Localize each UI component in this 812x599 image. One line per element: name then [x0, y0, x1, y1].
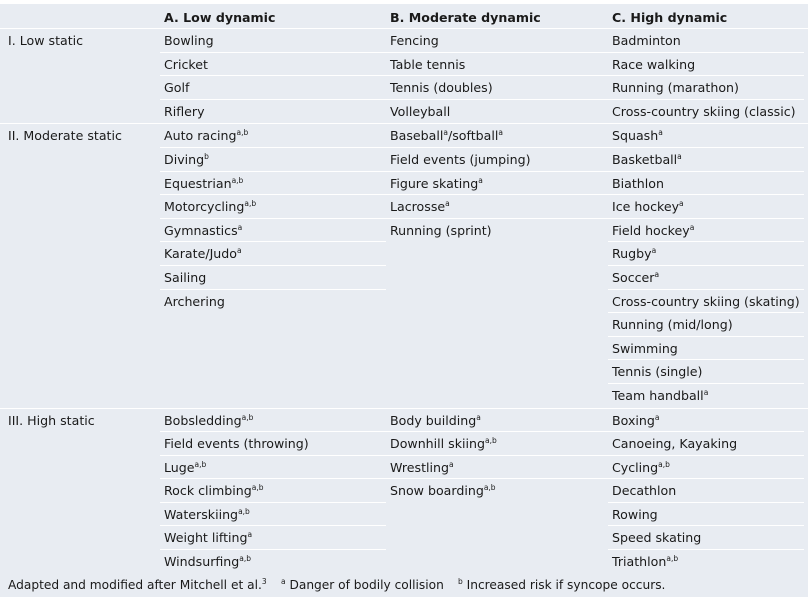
sport-cell — [160, 53, 386, 77]
sport-cell — [160, 219, 386, 243]
sport-name: Sailing — [164, 269, 207, 285]
sport-name: Bobsledding — [164, 412, 242, 428]
footnote-a: $^a$ Danger of bodily collision — [281, 577, 444, 592]
sport-name: Biathlon — [612, 175, 664, 191]
sport-cell — [608, 266, 804, 290]
sport-name: Field events (jumping) — [390, 151, 531, 167]
sport-cell — [608, 195, 804, 219]
static-group-label: I. Low static — [8, 33, 84, 48]
sport-name: Fencing — [390, 33, 439, 48]
sport-cell — [608, 219, 804, 243]
sport-column-c — [608, 29, 804, 123]
sport-footnote-mark: a,b — [239, 554, 252, 564]
sport-cell — [160, 479, 386, 503]
sport-cell — [608, 550, 804, 574]
sport-cell — [386, 195, 608, 219]
sport-cell — [608, 76, 804, 100]
sport-column-b — [386, 124, 608, 407]
sport-footnote-mark: a,b — [251, 483, 264, 493]
sport-name: Rugby — [612, 246, 652, 262]
sports-classification-table — [0, 4, 808, 575]
sport-column-a — [160, 124, 386, 407]
sport-name: Riflery — [164, 103, 205, 119]
sport-footnote-mark: a — [654, 269, 660, 279]
sport-name: Equestrian — [164, 175, 232, 191]
sport-name: Bowling — [164, 33, 214, 48]
sport-cell — [608, 526, 804, 550]
sport-name: Motorcycling — [164, 199, 245, 215]
sport-cell — [608, 148, 804, 172]
sport-cell — [160, 409, 386, 433]
sport-footnote-mark: a — [651, 246, 657, 256]
sport-cell — [160, 172, 386, 196]
sport-cell — [608, 313, 804, 337]
sport-column-b — [386, 29, 608, 123]
sport-name: Body building — [390, 412, 477, 428]
table-body — [0, 29, 808, 575]
sport-cell — [608, 53, 804, 77]
sport-name: Team handball — [612, 387, 704, 403]
sport-name: Diving — [164, 151, 205, 167]
sport-footnote-mark: a,b — [666, 554, 679, 564]
sport-cell — [386, 219, 608, 243]
static-group-label: III. High static — [8, 412, 95, 428]
sport-cell — [160, 432, 386, 456]
column-header-low-dynamic: A. Low dynamic — [164, 10, 276, 25]
sport-footnote-mark: a,b — [483, 483, 496, 493]
static-group-row — [0, 29, 808, 124]
sport-cell — [160, 456, 386, 480]
sport-name: Auto racing — [164, 128, 237, 144]
sport-column-a — [160, 409, 386, 574]
sport-name: Volleyball — [390, 103, 451, 119]
sport-footnote-mark: a,b — [658, 459, 670, 469]
sport-name: Running (sprint) — [390, 222, 492, 238]
static-group-label: II. Moderate static — [8, 128, 122, 144]
sport-name: Golf — [164, 80, 190, 96]
sport-cell — [160, 124, 386, 148]
sport-column-c — [608, 409, 804, 574]
sport-cell — [608, 172, 804, 196]
sport-cell — [608, 456, 804, 480]
column-header-high-dynamic: C. High dynamic — [612, 10, 728, 25]
sport-name: Table tennis — [390, 56, 466, 72]
sport-cell — [160, 266, 386, 290]
sport-cell — [608, 337, 804, 361]
sport-name: Gymnastics — [164, 222, 238, 238]
sport-cell — [386, 172, 608, 196]
sport-cell — [160, 290, 386, 314]
sport-name: Archering — [164, 293, 225, 309]
sport-cell — [608, 432, 804, 456]
sport-name: Downhill skiing — [390, 436, 485, 452]
sport-cell — [160, 242, 386, 266]
sport-cell — [608, 29, 804, 53]
sport-cell — [160, 100, 386, 124]
table-footnote — [0, 573, 808, 597]
sport-cell — [608, 409, 804, 433]
sport-footnote-mark: a — [237, 222, 243, 232]
sport-footnote-mark: a — [689, 222, 695, 232]
sport-name: Squash — [612, 128, 659, 144]
sport-footnote-mark: a — [679, 199, 684, 209]
sport-cell — [386, 76, 608, 100]
sport-footnote-mark: a,b — [236, 128, 249, 138]
sport-column-c — [608, 124, 804, 407]
sport-name: Cross-country skiing (classic) — [612, 103, 796, 119]
sport-cell — [608, 479, 804, 503]
sport-name: Figure skating — [390, 175, 479, 191]
sport-name: Luge — [164, 459, 195, 475]
sport-name: Lacrosse — [390, 199, 446, 215]
sport-name: Karate/Judo — [164, 246, 237, 262]
sport-footnote-mark: a — [476, 412, 481, 422]
sport-name: Ice hockey — [612, 199, 680, 215]
static-group-row — [0, 124, 808, 408]
sport-cell — [608, 384, 804, 408]
sport-cell — [160, 29, 386, 53]
sport-cell — [608, 100, 804, 124]
sport-cell — [386, 124, 608, 148]
sport-name: Tennis (single) — [612, 364, 703, 380]
sport-cell — [386, 456, 608, 480]
sport-footnote-mark: a — [677, 151, 682, 161]
sport-footnote-mark: a,b — [194, 459, 207, 469]
footnote-source: Adapted and modified after Mitchell et al.$^3$ — [8, 577, 267, 592]
sport-footnote-mark: a — [449, 459, 454, 469]
sport-name: Tennis (doubles) — [390, 80, 493, 96]
sport-cell — [160, 148, 386, 172]
sport-cell — [386, 479, 608, 503]
sport-footnote-mark: a,b — [231, 175, 244, 185]
sport-name: Cricket — [164, 56, 208, 72]
sport-footnote-mark: b — [204, 151, 209, 161]
sport-name: Field hockey — [612, 222, 690, 238]
sport-name: Snow boarding — [390, 483, 484, 499]
sport-footnote-mark: a — [703, 387, 709, 397]
sport-footnote-mark: a — [247, 530, 253, 540]
sport-cell — [386, 100, 608, 124]
sport-name: Cross-country skiing (skating) — [612, 293, 800, 309]
sport-cell — [386, 432, 608, 456]
table-header-row — [0, 4, 808, 29]
sport-cell — [160, 195, 386, 219]
sport-name: Rowing — [612, 506, 658, 522]
sport-footnote-mark: a,b — [485, 436, 497, 446]
sport-name: Badminton — [612, 33, 681, 48]
sport-cell — [160, 550, 386, 574]
sport-name: Speed skating — [612, 530, 702, 546]
sport-name-second: /softball — [448, 128, 499, 144]
sport-footnote-mark: a — [236, 246, 242, 256]
sport-name: Decathlon — [612, 483, 677, 499]
sport-name: Basketball — [612, 151, 678, 167]
sport-name: Canoeing, Kayaking — [612, 436, 738, 452]
sport-footnote-mark: a — [443, 128, 448, 138]
sport-footnote-mark: a — [445, 199, 450, 209]
sport-name: Race walking — [612, 56, 696, 72]
sport-name: Field events (throwing) — [164, 436, 309, 452]
sport-name: Triathlon — [612, 554, 667, 570]
sport-name: Running (mid/long) — [612, 317, 733, 333]
sport-footnote-mark: a,b — [241, 412, 254, 422]
sport-cell — [386, 409, 608, 433]
sport-cell — [160, 526, 386, 550]
sport-cell — [608, 360, 804, 384]
sport-cell — [386, 29, 608, 53]
sport-footnote-mark-second: a — [498, 128, 503, 138]
sport-name: Soccer — [612, 269, 655, 285]
footnote-b: $^b$ Increased risk if syncope occurs. — [458, 577, 666, 592]
sport-name: Rock climbing — [164, 483, 252, 499]
sport-name: Weight lifting — [164, 530, 248, 546]
sport-name: Cycling — [612, 459, 659, 475]
sport-column-b — [386, 409, 608, 574]
sport-cell — [608, 290, 804, 314]
static-group-row — [0, 409, 808, 575]
sport-name: Wrestling — [390, 459, 450, 475]
sport-name: Baseball — [390, 128, 444, 144]
sport-name: Boxing — [612, 412, 655, 428]
sport-name: Swimming — [612, 340, 678, 356]
sport-name: Waterskiing — [164, 506, 239, 522]
sport-name: Windsurfing — [164, 554, 240, 570]
sport-cell — [386, 53, 608, 77]
sport-footnote-mark: a — [654, 412, 660, 422]
sport-footnote-mark: a — [658, 128, 663, 138]
sport-cell — [386, 148, 608, 172]
sport-footnote-mark: a,b — [238, 506, 250, 516]
sport-cell — [160, 76, 386, 100]
sport-cell — [608, 124, 804, 148]
sport-cell — [160, 503, 386, 527]
column-header-moderate-dynamic: B. Moderate dynamic — [390, 10, 541, 25]
sport-footnote-mark: a — [478, 175, 483, 185]
sport-footnote-mark: a,b — [244, 199, 257, 209]
sport-name: Running (marathon) — [612, 80, 739, 96]
sport-cell — [608, 503, 804, 527]
sport-cell — [608, 242, 804, 266]
sport-column-a — [160, 29, 386, 123]
